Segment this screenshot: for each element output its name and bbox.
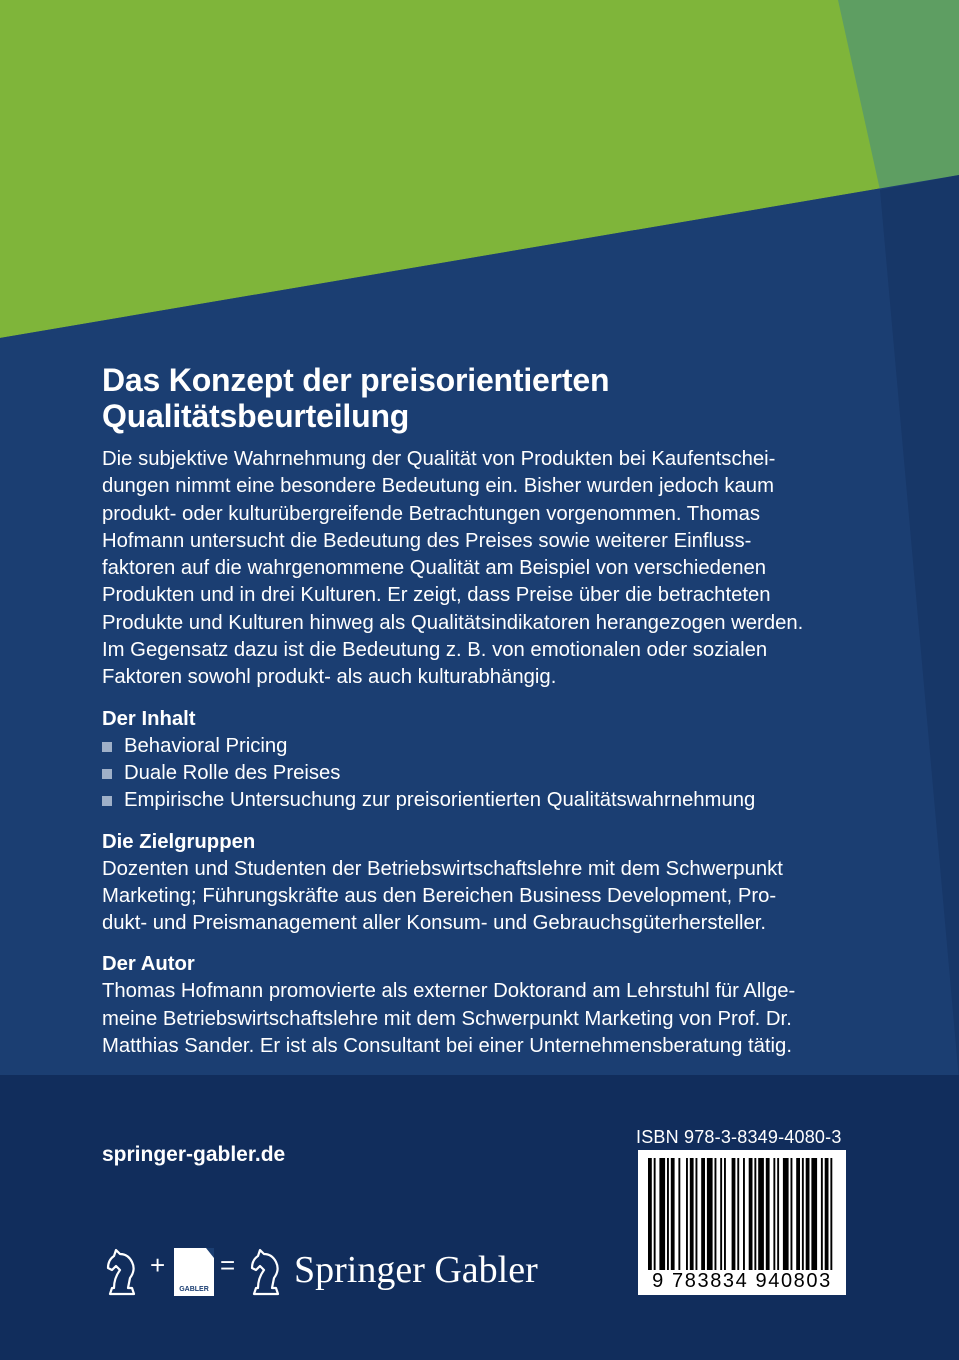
barcode-bar [671,1158,675,1270]
intro-line: faktoren auf die wahrgenommene Qualität am Beispiel von verschiedenen [102,557,767,580]
barcode-bar [654,1158,656,1270]
publisher-logo [102,1242,542,1302]
barcode-bar [749,1158,753,1270]
intro-line: Produkte und Kulturen hinweg als Qualitätsindikatoren herangezogen werden. [102,611,804,634]
inhalt-list [102,733,862,815]
barcode-bar [791,1158,793,1270]
barcode-bar [777,1158,779,1270]
autor-heading: Der Autor [102,953,195,976]
list-item [102,787,862,814]
title-line-2: Qualitätsbeurteilung [102,398,410,434]
barcode-bar [707,1158,713,1270]
autor-line: Matthias Sander. Er ist als Consultant bei einer Unternehmensberatung tätig. [102,1035,792,1058]
springer-horse-icon [102,1248,142,1298]
zielgruppen-line: Marketing; Führungskräfte aus den Bereichen Business Development, Pro- [102,884,777,907]
book-title [102,362,862,434]
isbn-label: ISBN 978-3-8349-4080-3 [636,1127,842,1147]
barcode-bar [754,1158,756,1270]
barcode-bar [783,1158,789,1270]
barcode-bar [737,1158,739,1270]
barcode-bar [743,1158,745,1270]
list-item-label: Duale Rolle des Preises [124,761,341,784]
list-item-label: Behavioral Pricing [124,734,288,757]
barcode-bar [806,1158,810,1270]
list-item-label: Empirische Untersuchung zur preisorientierten Qualitätswahrnehmung [124,789,756,812]
inhalt-heading: Der Inhalt [102,707,196,730]
barcode-bar [821,1158,823,1270]
barcode-bar [701,1158,705,1270]
barcode-bar [830,1158,832,1270]
list-item [102,733,862,760]
barcode-bar [667,1158,669,1270]
barcode-bar [825,1158,829,1270]
barcode-bar [659,1158,665,1270]
zielgruppen-heading: Die Zielgruppen [102,830,256,853]
plus-sign: + [150,1250,166,1280]
barcode-bar [678,1158,680,1270]
autor-line: meine Betriebswirtschaftslehre mit dem Schwerpunkt Marketing von Prof. Dr. [102,1007,792,1030]
title-line-1: Das Konzept der preisorientierten [102,362,610,398]
list-item [102,760,862,787]
barcode-bars-icon [638,1154,846,1274]
springer-horse-icon [246,1248,286,1298]
square-bullet-icon [102,742,112,752]
square-bullet-icon [102,796,112,806]
zielgruppen-line: Dozenten und Studenten der Betriebswirtschaftslehre mit dem Schwerpunkt [102,857,783,880]
back-cover-text [102,362,862,1060]
zielgruppen-paragraph [102,856,862,938]
barcode-bar [690,1158,694,1270]
zielgruppen-line: dukt- und Preismanagement aller Konsum- und Gebrauchsgüterhersteller. [102,912,767,935]
barcode-bar [724,1158,726,1270]
barcode-digits: 9 783834 940803 [652,1270,832,1292]
intro-paragraph [102,446,862,692]
gabler-small-label: GABLER [179,1286,209,1293]
barcode-bar [811,1158,817,1270]
barcode-bar [720,1158,722,1270]
intro-line: Hofmann untersucht die Bedeutung des Preises sowie weiterer Einfluss- [102,529,752,552]
barcode-bar [732,1158,736,1270]
square-bullet-icon [102,769,112,779]
isbn-barcode [638,1150,846,1295]
brand-name: Springer Gabler [294,1249,538,1291]
barcode-bar [648,1158,652,1270]
intro-line: produkt- oder kulturübergreifende Betrachtungen vorgenommen. Thomas [102,502,761,525]
intro-line: Im Gegensatz dazu ist die Bedeutung z. B. von emotionalen oder sozialen [102,639,768,662]
barcode-bar [686,1158,688,1270]
barcode-bar [758,1158,764,1270]
barcode-bar [802,1158,804,1270]
publisher-url[interactable]: springer-gabler.de [102,1143,286,1166]
barcode-bar [773,1158,775,1270]
equals-sign: = [220,1250,236,1280]
intro-line: dungen nimmt eine besondere Bedeutung ein. Bisher wurden jedoch kaum [102,475,774,498]
barcode-bar [796,1158,800,1270]
intro-line: Produkten und in drei Kulturen. Er zeigt, dass Preise über die betrachteten [102,584,771,607]
barcode-bar [696,1158,698,1270]
barcode-bar [766,1158,770,1270]
intro-line: Faktoren sowohl produkt- als auch kulturabhängig. [102,666,557,689]
barcode-bar [715,1158,717,1270]
autor-line: Thomas Hofmann promovierte als externer Doktorand am Lehrstuhl für Allge- [102,980,796,1003]
autor-paragraph [102,978,862,1060]
intro-line: Die subjektive Wahrnehmung der Qualität von Produkten bei Kaufentschei- [102,448,776,470]
